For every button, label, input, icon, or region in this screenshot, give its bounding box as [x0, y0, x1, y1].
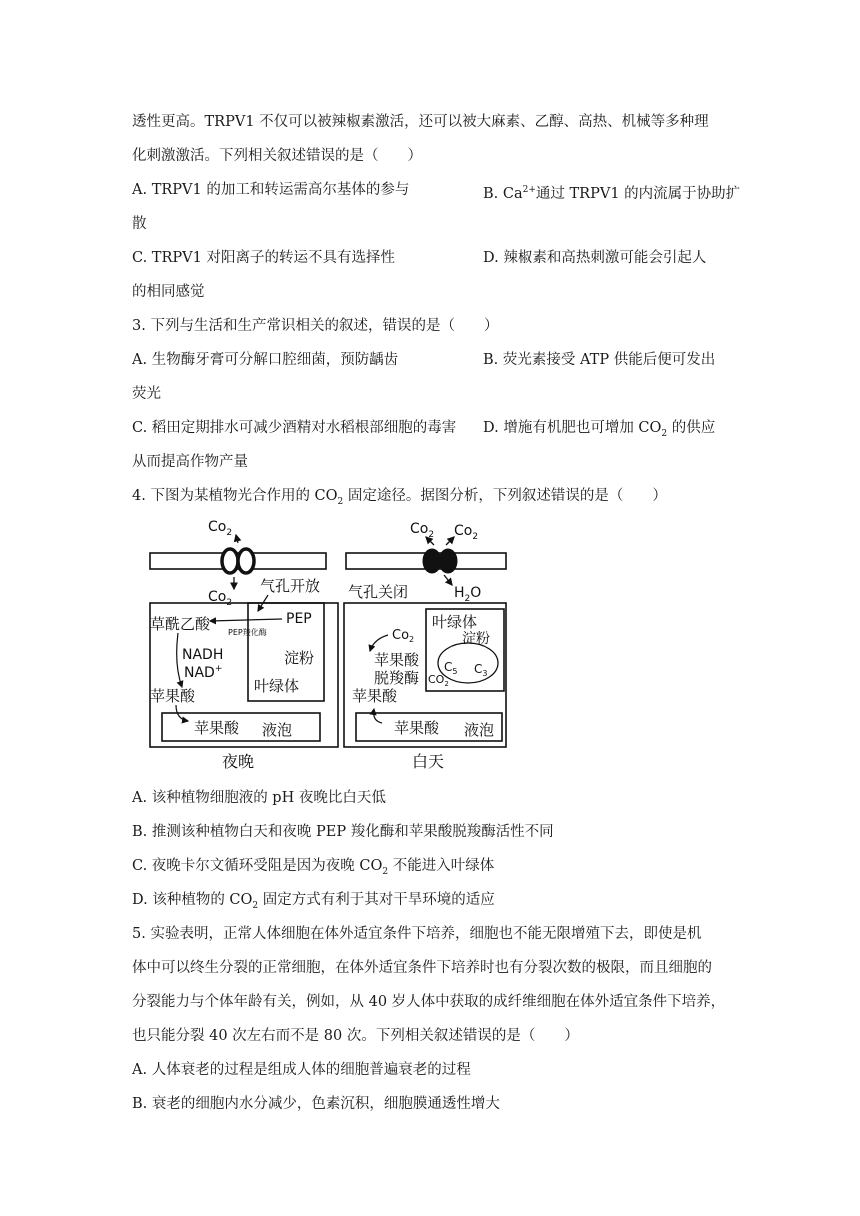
q5-stem-line-3: 分裂能力与个体年龄有关，例如，从 40 岁人体中获取的成纤维细胞在体外适宜条件下培养，	[132, 994, 726, 1010]
starch-label-left: 淀粉	[284, 649, 315, 667]
day-panel	[344, 521, 506, 771]
co2-fixation-figure	[148, 515, 510, 771]
stoma-open-label: 气孔开放	[260, 577, 321, 595]
q2-stem-line-2: 化刺激激活。下列相关叙述错误的是（ ）	[132, 148, 422, 164]
q3-option-d: D. 增施有机肥也可增加 $CO_2$ 的供应	[483, 420, 716, 439]
q5-stem-line-4: 也只能分裂 40 次左右而不是 80 次。下列相关叙述错误的是（ ）	[132, 1028, 579, 1044]
pep-label: PEP	[286, 611, 312, 627]
q2-option-d-continued: 的相同感觉	[132, 284, 205, 300]
q2-option-b: B. $Ca^{2+}$通过 TRPV1 的内流属于协助扩	[483, 185, 741, 202]
q4-stem: 4. 下图为某植物光合作用的 $CO_2$ 固定途径。据图分析，下列叙述错误的是（ ）	[132, 488, 667, 507]
malate-vacuole-left: 苹果酸	[194, 719, 240, 737]
q4-option-a: A. 该种植物细胞液的 pH 夜晚比白天低	[132, 790, 386, 806]
q2-option-a: A. TRPV1 的加工和转运需高尔基体的参与	[132, 182, 410, 198]
chloroplast-label-right: 叶绿体	[432, 613, 478, 631]
q5-option-a: A. 人体衰老的过程是组成人体的细胞普遍衰老的过程	[132, 1062, 471, 1078]
nadh-label: NADH	[182, 647, 224, 663]
q3-stem: 3. 下列与生活和生产常识相关的叙述，错误的是（ ）	[132, 318, 499, 334]
stoma-closed-label: 气孔关闭	[348, 583, 409, 601]
caption-night: 夜晚	[222, 752, 255, 771]
co2-label-top-left: $Co_2$	[208, 519, 233, 538]
q4-option-b: B. 推测该种植物白天和夜晚 PEP 羧化酶和苹果酸脱羧酶活性不同	[132, 824, 554, 840]
starch-label-right: 淀粉	[462, 631, 490, 647]
q3-option-b: B. 荧光素接受 ATP 供能后便可发出	[483, 352, 716, 368]
q3-option-d-continued: 从而提高作物产量	[132, 454, 248, 470]
co2-inner-label: $CO_2$	[428, 673, 449, 688]
q2-option-b-continued: 散	[132, 216, 147, 232]
malate-vacuole-right: 苹果酸	[394, 719, 440, 737]
malate-label-right: 苹果酸	[352, 687, 398, 705]
co2-label-right-inner: $Co_2$	[392, 628, 415, 644]
q2-option-c: C. TRPV1 对阳离子的转运不具有选择性	[132, 250, 395, 266]
co2-label-mid-left: $Co_2$	[208, 589, 233, 608]
malate-label-left: 苹果酸	[150, 687, 196, 705]
chloroplast-label-left: 叶绿体	[254, 677, 300, 695]
q3-option-b-continued: 荧光	[132, 386, 161, 402]
c3-label: $C_3$	[474, 662, 488, 678]
co2-label-top-right-1: $Co_2$	[410, 521, 435, 540]
water-label: $H_2O$	[454, 585, 482, 604]
q4-option-c: C. 夜晚卡尔文循环受阻是因为夜晚 $CO_2$ 不能进入叶绿体	[132, 858, 495, 877]
q3-option-a: A. 生物酶牙膏可分解口腔细菌，预防龋齿	[132, 352, 399, 368]
night-panel	[150, 519, 338, 771]
vacuole-label-right: 液泡	[464, 721, 495, 739]
malic-enzyme-label-1: 苹果酸	[374, 651, 420, 669]
q5-stem-line-1: 5. 实验表明，正常人体细胞在体外适宜条件下培养，细胞也不能无限增殖下去，即使是机	[132, 926, 702, 942]
q2-option-d: D. 辣椒素和高热刺激可能会引起人	[483, 250, 707, 266]
c5-label: $C_5$	[444, 660, 458, 676]
nad-label: NAD+	[184, 664, 223, 681]
malic-enzyme-label-2: 脱羧酶	[374, 669, 420, 687]
q3-option-c: C. 稻田定期排水可减少酒精对水稻根部细胞的毒害	[132, 420, 457, 436]
vacuole-label-left: 液泡	[262, 721, 293, 739]
q2-stem-line-1: 透性更高。TRPV1 不仅可以被辣椒素激活，还可以被大麻素、乙醇、高热、机械等多种理	[132, 114, 709, 130]
q5-option-b: B. 衰老的细胞内水分减少，色素沉积，细胞膜通透性增大	[132, 1096, 500, 1112]
q5-stem-line-2: 体中可以终生分裂的正常细胞，在体外适宜条件下培养时也有分裂次数的极限，而且细胞的	[132, 960, 712, 976]
caption-day: 白天	[412, 752, 445, 771]
oxaloacetate-label: 草酰乙酸	[150, 615, 211, 633]
q4-option-d: D. 该种植物的 $CO_2$ 固定方式有利于其对干旱环境的适应	[132, 892, 495, 911]
co2-label-top-right-2: $Co_2$	[454, 523, 479, 542]
pep-carboxylase-label: PEP羧化酶	[228, 628, 267, 637]
